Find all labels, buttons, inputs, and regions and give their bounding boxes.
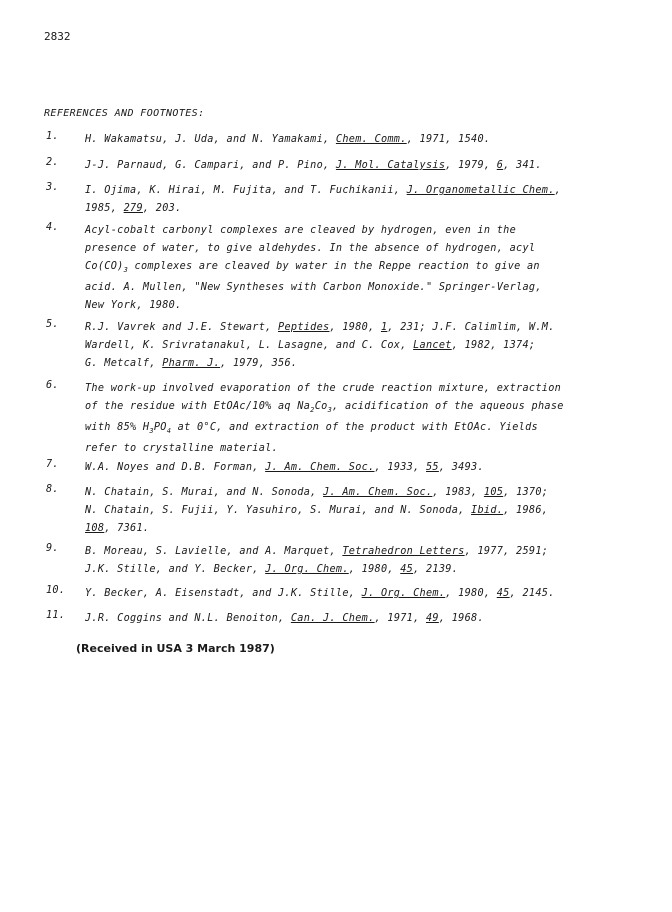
reference-number: 3. [46, 182, 59, 193]
received-date: (Received in USA 3 March 1987) [76, 642, 275, 655]
reference-line: H. Wakamatsu, J. Uda, and N. Yamakami, Chem. Comm., 1971, 1540. [85, 134, 491, 145]
subscript: 3 [123, 266, 129, 275]
underlined-citation: Chem. Comm. [335, 134, 407, 145]
reference-number: 7. [46, 459, 59, 470]
reference-text [85, 157, 645, 175]
reference-line: Wardell, K. Srivratanakul, L. Lasagne, and C. Cox, Lancet, 1982, 1374; [85, 340, 536, 351]
subscript: 3 [327, 406, 333, 415]
underlined-citation: J. Org. Chem. [265, 564, 349, 575]
references-heading: REFERENCES AND FOOTNOTES: [44, 108, 205, 119]
reference-line: B. Moreau, S. Lavielle, and A. Marquet, Tetrahedron Letters, 1977, 2591; [85, 546, 549, 557]
reference-line: New York, 1980. [85, 300, 182, 312]
reference-line: I. Ojima, K. Hirai, M. Fujita, and T. Fuchikanii, J. Organometallic Chem., [85, 185, 562, 196]
reference-line: Y. Becker, A. Eisenstadt, and J.K. Stille, J. Org. Chem., 1980, 45, 2145. [85, 588, 555, 599]
reference-line: of the residue with EtOAc/10% aq $Na_2Co_3$, acidification of the aqueous phase [85, 401, 564, 415]
reference-line: acid. A. Mullen, "New Syntheses with Carbon Monoxide." Springer-Verlag, [85, 282, 542, 294]
reference-text [85, 222, 645, 315]
underlined-citation: 6 [496, 160, 504, 171]
underlined-citation: Tetrahedron Letters [342, 546, 465, 557]
subscript: 3 [149, 427, 154, 436]
reference-text [85, 380, 645, 458]
underlined-citation: 45 [400, 564, 414, 575]
underlined-citation: Pharm. J. [162, 358, 221, 369]
reference-line: N. Chatain, S. Murai, and N. Sonoda, J. Am. Chem. Soc., 1983, 105, 1370; [85, 487, 549, 498]
underlined-citation: 279 [123, 203, 143, 214]
underlined-citation: Peptides [278, 322, 330, 333]
subscript: 2 [310, 406, 315, 415]
reference-line: J.K. Stille, and Y. Becker, J. Org. Chem., 1980, 45, 2139. [85, 564, 459, 575]
reference-line: 1985, 279, 203. [85, 203, 182, 214]
reference-text [85, 610, 645, 628]
reference-line: presence of water, to give aldehydes. In the absence of hydrogen, acyl [85, 243, 536, 254]
underlined-citation: J. Mol. Catalysis [335, 160, 446, 171]
reference-number: 11. [46, 610, 66, 621]
reference-number: 6. [46, 380, 59, 391]
reference-text [85, 543, 645, 579]
underlined-citation: J. Am. Chem. Soc. [265, 462, 375, 473]
reference-number: 4. [46, 222, 59, 233]
reference-line: R.J. Vavrek and J.E. Stewart, Peptides, 1980, 1, 231; J.F. Calimlim, W.M. [85, 322, 555, 333]
underlined-citation: Ibid. [471, 505, 504, 516]
reference-text [85, 131, 645, 149]
reference-line: J.R. Coggins and N.L. Benoiton, Can. J. Chem., 1971, 49, 1968. [85, 613, 484, 624]
underlined-citation: 55 [425, 462, 439, 473]
reference-line: G. Metcalf, Pharm. J., 1979, 356. [85, 358, 298, 369]
reference-number: 2. [46, 157, 59, 168]
reference-text [85, 182, 645, 218]
reference-text [85, 585, 645, 603]
reference-line: The work-up involved evaporation of the crude reaction mixture, extraction [85, 383, 562, 394]
reference-line: refer to crystalline material. [85, 443, 279, 455]
reference-text [85, 459, 645, 477]
reference-line: N. Chatain, S. Fujii, Y. Yasuhiro, S. Murai, and N. Sonoda, Ibid., 1986, [85, 505, 549, 516]
underlined-citation: 108 [85, 523, 105, 534]
reference-line: Acyl-cobalt carbonyl complexes are cleaved by hydrogen, even in the [85, 225, 517, 236]
reference-line: J-J. Parnaud, G. Campari, and P. Pino, J. Mol. Catalysis, 1979, 6, 341. [85, 160, 542, 171]
reference-line: $Co(CO)_3$ complexes are cleaved by water in the Reppe reaction to give an [85, 261, 540, 275]
reference-number: 8. [46, 484, 59, 495]
reference-line: W.A. Noyes and D.B. Forman, J. Am. Chem. Soc., 1933, 55, 3493. [85, 462, 484, 473]
reference-text [85, 319, 645, 373]
page-number: 2832 [44, 30, 71, 43]
subscript: 4 [166, 427, 172, 436]
underlined-citation: Can. J. Chem. [290, 613, 375, 624]
reference-number: 5. [46, 319, 59, 330]
reference-number: 10. [46, 585, 66, 596]
underlined-citation: J. Org. Chem. [361, 588, 446, 599]
reference-number: 1. [46, 131, 59, 142]
underlined-citation: 49 [425, 613, 439, 624]
underlined-citation: J. Am. Chem. Soc. [323, 487, 433, 498]
underlined-citation: 45 [496, 588, 510, 599]
reference-number: 9. [46, 543, 59, 554]
underlined-citation: 1 [380, 322, 388, 333]
underlined-citation: Lancet [413, 340, 452, 351]
underlined-citation: 105 [483, 487, 504, 498]
reference-line: with 85% $H_3PO_4$ at 0°C, and extraction of the product with EtOAc. Yields [85, 422, 538, 436]
underlined-citation: J. Organometallic Chem. [406, 185, 555, 196]
reference-line: 108, 7361. [85, 523, 150, 534]
reference-text [85, 484, 645, 538]
